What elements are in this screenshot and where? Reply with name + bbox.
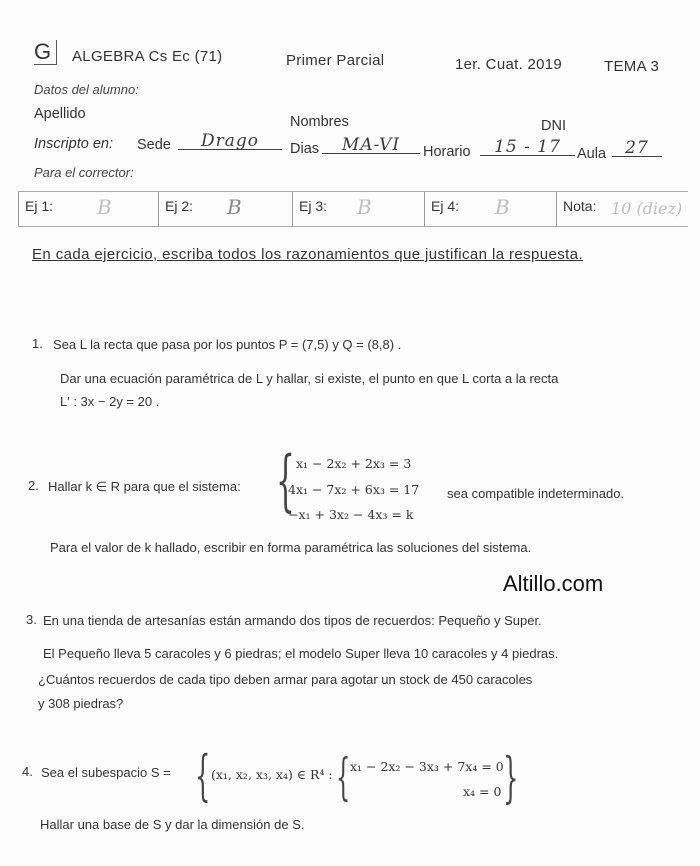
- exercise-4-line2: Hallar una base de S y dar la dimensión de S.: [40, 817, 305, 832]
- exercise-3-line4: y 308 piedras?: [38, 696, 124, 711]
- exam-tema: TEMA 3: [604, 58, 660, 75]
- grade-cell-label: Ej 1:: [25, 198, 54, 214]
- system-eq1: x₁ − 2x₂ + 2x₃ = 3: [296, 456, 412, 471]
- grade-mark: B: [495, 195, 510, 219]
- sede-field: [178, 131, 282, 151]
- exercise-2-line2: Para el valor de k hallado, escribir en forma paramétrica las soluciones del sistema.: [50, 540, 532, 555]
- tema-letter: G: [34, 40, 57, 65]
- dias-field: [322, 135, 420, 155]
- set-element: (x₁, x₂, x₃, x₄) ∈ R⁴ :: [211, 767, 333, 782]
- dias-value: MA-VI: [322, 135, 420, 154]
- aula-label: Aula: [577, 146, 607, 162]
- grade-mark: B: [227, 195, 242, 219]
- exercise-3-line2: El Pequeño lleva 5 caracoles y 6 piedras; el modelo Super lleva 10 caracoles y 4 piedras.: [43, 646, 559, 661]
- equations-brace: {: [336, 748, 351, 806]
- student-section-label: Datos del alumno:: [34, 82, 139, 97]
- aula-field: [612, 138, 662, 158]
- grade-mark-nota: 10 (diez): [611, 199, 683, 218]
- aula-value: 27: [612, 138, 662, 157]
- altillo-watermark: Altillo.com: [503, 571, 604, 596]
- grade-table: [18, 191, 688, 227]
- sede-label: Sede: [137, 137, 171, 153]
- dni-label: DNI: [541, 118, 566, 134]
- grade-cell-ej4: [424, 192, 557, 226]
- system-eq3: −x₁ + 3x₂ − 4x₃ = k: [288, 507, 414, 522]
- exercise-2-number: 2.: [28, 478, 39, 493]
- exam-term: 1er. Cuat. 2019: [455, 56, 563, 73]
- subspace-eq2: x₄ = 0: [463, 784, 502, 799]
- grade-mark: B: [97, 195, 112, 219]
- grade-mark: B: [357, 195, 372, 219]
- exercise-3-line1: En una tienda de artesanías están armando dos tipos de recuerdos: Pequeño y Super.: [43, 613, 542, 628]
- exercise-1-number: 1.: [32, 336, 43, 351]
- set-close-brace: }: [503, 746, 519, 809]
- exercise-1-line2: Dar una ecuación paramétrica de L y hallar, si existe, el punto en que L corta a la recta: [60, 371, 559, 386]
- instructions: En cada ejercicio, escriba todos los razonamientos que justifican la respuesta.: [32, 246, 584, 263]
- exercise-2-intro: Hallar k ∈ R para que el sistema:: [48, 479, 241, 494]
- inscripto-label: Inscripto en:: [34, 136, 113, 152]
- grade-cell-label: Ej 2:: [165, 198, 194, 214]
- grade-cell-ej3: [292, 192, 425, 226]
- exercise-3-number: 3.: [26, 612, 37, 627]
- sede-value: Drago: [178, 131, 282, 150]
- horario-label: Horario: [423, 144, 471, 160]
- exercise-1-line3: L' : 3x − 2y = 20 .: [60, 394, 160, 409]
- exercise-4-intro: Sea el subespacio S =: [41, 765, 171, 780]
- system-eq2: 4x₁ − 7x₂ + 6x₃ = 17: [288, 482, 420, 497]
- exercise-3-line3: ¿Cuántos recuerdos de cada tipo deben armar para agotar un stock de 450 caracoles: [38, 672, 533, 687]
- grade-cell-label: Ej 4:: [431, 198, 460, 214]
- exercise-1-line1: Sea L la recta que pasa por los puntos P = (7,5) y Q = (8,8) .: [53, 337, 402, 352]
- exercise-2-tail: sea compatible indeterminado.: [447, 486, 625, 501]
- subject-title: ALGEBRA Cs Ec (71): [72, 48, 223, 65]
- system-brace: {: [276, 442, 295, 519]
- apellido-label: Apellido: [34, 106, 86, 122]
- grade-cell-nota: [556, 192, 689, 226]
- grade-cell-ej1: [18, 192, 159, 226]
- grade-cell-label: Ej 3:: [299, 198, 328, 214]
- subspace-eq1: x₁ − 2x₂ − 3x₃ + 7x₄ = 0: [350, 759, 504, 774]
- exam-name: Primer Parcial: [286, 52, 385, 69]
- horario-field: [480, 137, 575, 157]
- horario-value: 15 - 17: [480, 137, 575, 156]
- set-open-brace: {: [195, 744, 211, 807]
- nombres-label: Nombres: [290, 114, 349, 130]
- dias-label: Dias: [290, 141, 320, 157]
- grade-cell-ej2: [158, 192, 293, 226]
- exercise-4-number: 4.: [22, 764, 33, 779]
- corrector-section-label: Para el corrector:: [34, 165, 134, 180]
- grade-cell-label: Nota:: [563, 198, 597, 214]
